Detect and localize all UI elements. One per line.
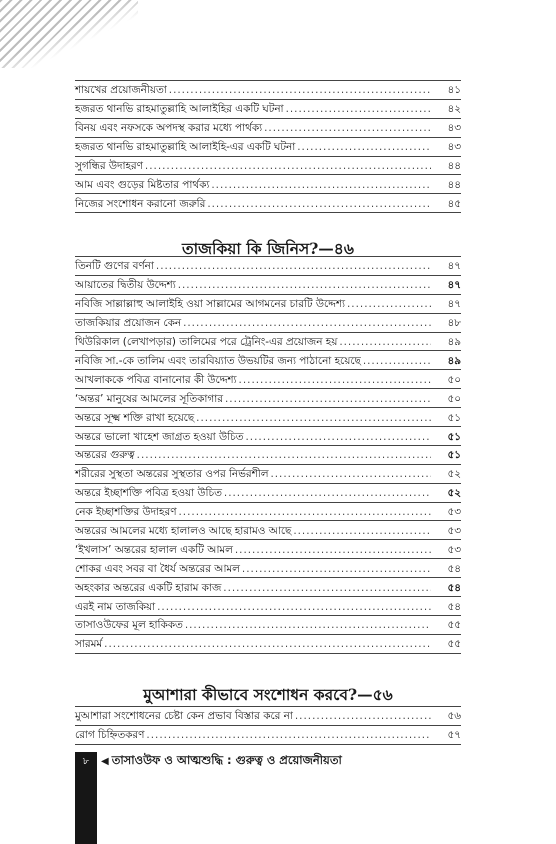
toc-entry-title: আখলাককে পবিত্র বানানোর কী উদ্দেশ্য <box>75 373 237 386</box>
toc-entry-page: ৫১ <box>447 430 461 443</box>
toc-entry <box>75 540 461 559</box>
dot-leader <box>242 564 431 577</box>
toc-entry-page: ৪৩ <box>447 122 461 135</box>
toc-entry-page: ৪২ <box>447 103 461 116</box>
dot-leader <box>339 337 431 350</box>
toc-entry-page: ৪৪ <box>447 178 461 191</box>
toc-entry-title: হজরত থানভি রাহমাতুল্লাহি আলাইহির একটি ঘটনা <box>75 103 284 116</box>
toc-entry <box>75 81 461 100</box>
toc-entry <box>75 726 461 745</box>
toc-entry-page: ৫৬ <box>447 710 461 723</box>
toc-entry-title: নবিজি সা.-কে তালিম এবং তারবিয়্যাত উভয়টির জন্য পাঠানো হয়েছে <box>75 354 361 367</box>
toc-entry <box>75 119 461 138</box>
toc-entry-title: ‘অন্তর’ মানুষের আমলের সূতিকাগার <box>75 392 223 405</box>
dot-leader <box>169 85 431 98</box>
toc-entry-title: অন্তরে ভালো খাহেশ জাগ্রত হওয়া উচিত <box>75 430 244 443</box>
toc-entry-page: ৫৩ <box>447 524 461 537</box>
toc-entry-title: তিনটি গুণের বর্ণনা <box>75 260 154 273</box>
dot-leader <box>297 142 431 155</box>
toc-entry-title: শরীরের সুস্থতা অন্তরের সুস্থতার ওপর নির্ভরশীল <box>75 468 269 481</box>
section-heading-tazkiya: তাজকিয়া কি জিনিস?—৪৬ <box>182 239 354 258</box>
toc-entry <box>75 276 461 295</box>
toc-entry-title: বিনয় এবং নফসকে অপদস্থ করার মধ্যে পার্থক্য <box>75 122 263 135</box>
toc-entry-page: ৪৪ <box>447 160 461 173</box>
toc-entry <box>75 333 461 352</box>
toc-entry-title: এরই নাম তাজকিয়া <box>75 600 156 613</box>
toc-entry <box>75 503 461 522</box>
dot-leader <box>223 583 431 596</box>
toc-entry-page: ৪৯ <box>447 336 461 349</box>
toc-entry <box>75 295 461 314</box>
toc-entry-title: আয়াতের দ্বিতীয় উদ্দেশ্য <box>75 279 176 292</box>
running-footer <box>101 752 342 771</box>
dot-leader <box>196 413 431 426</box>
toc-entry-page: ৫৫ <box>447 619 461 632</box>
toc-entry <box>75 484 461 503</box>
toc-entry-page: ৪৩ <box>447 141 461 154</box>
toc-entry-title: হজরত থানভি রাহমাতুল্লাহি আলাইহি-এর একটি ঘটনা <box>75 141 296 154</box>
toc-entry-page: ৫২ <box>447 487 461 500</box>
toc-entry <box>75 465 461 484</box>
toc-entry <box>75 578 461 597</box>
toc-entry-page: ৫৩ <box>447 543 461 556</box>
dot-leader <box>145 161 431 174</box>
toc-entry-page: ৫৪ <box>447 600 461 613</box>
dot-leader <box>185 620 431 633</box>
toc-entry-title: আম এবং গুড়ের মিষ্টতার পার্থক্য <box>75 178 210 191</box>
dot-leader <box>225 394 431 407</box>
toc-entry-page: ৫৭ <box>447 729 461 742</box>
section-heading-muashara: মুআশারা কীভাবে সংশোধন করবে?—৫৬ <box>143 685 393 704</box>
dot-leader <box>207 199 431 212</box>
dot-leader <box>245 432 431 445</box>
toc-entry-title: রোগ চিহ্নিতকরণ <box>75 729 145 742</box>
toc-list-top <box>75 80 461 213</box>
toc-entry-page: ৫৩ <box>447 506 461 519</box>
dot-leader <box>264 123 431 136</box>
toc-entry-title: অহংকার অন্তরের একটি হারাম কাজ <box>75 581 222 594</box>
toc-entry-title: সুগন্ধির উদাহরণ <box>75 160 143 173</box>
toc-entry <box>75 446 461 465</box>
toc-entry <box>75 597 461 616</box>
toc-entry-page: ৫৪ <box>447 562 461 575</box>
dot-leader <box>235 545 431 558</box>
dot-leader <box>224 488 431 501</box>
toc-entry-page: ৪৭ <box>447 298 461 311</box>
toc-entry-page: ৫১ <box>447 449 461 462</box>
toc-entry <box>75 351 461 370</box>
toc-entry-title: অন্তরে সূক্ষ্ম শক্তি রাখা হয়েছে <box>75 411 195 424</box>
toc-entry-page: ৫৫ <box>447 638 461 651</box>
dot-leader <box>179 507 432 520</box>
toc-entry-title: সারমর্ম <box>75 638 103 651</box>
toc-entry-page: ৪৮ <box>447 317 461 330</box>
toc-entry <box>75 314 461 333</box>
dot-leader <box>137 450 431 463</box>
toc-entry-title: অন্তরের গুরুত্ব <box>75 449 135 462</box>
toc-entry <box>75 389 461 408</box>
toc-entry <box>75 257 461 276</box>
dot-leader <box>363 356 431 369</box>
dot-leader <box>211 180 431 193</box>
toc-entry-page: ৫০ <box>447 392 461 405</box>
toc-entry <box>75 408 461 427</box>
toc-entry <box>75 707 461 726</box>
toc-entry-page: ৪৯ <box>447 354 461 367</box>
toc-entry-page: ৪১ <box>447 84 461 97</box>
toc-entry-title: নিজের সংশোধন করানো জরুরি <box>75 197 206 210</box>
dot-leader <box>157 602 431 615</box>
page-number: ৮ <box>82 756 90 767</box>
toc-entry-title: শোকর এবং সবর বা ধৈর্য অন্তরের আমল <box>75 562 240 575</box>
toc-entry-title: ‘ইখলাস’ অন্তরের হালাল একটি আমল <box>75 543 233 556</box>
dot-leader <box>183 318 431 331</box>
toc-list-tazkiya <box>75 256 461 654</box>
dot-leader <box>295 711 431 724</box>
toc-entry <box>75 559 461 578</box>
dot-leader <box>239 375 431 388</box>
toc-entry-page: ৫০ <box>447 373 461 386</box>
toc-entry <box>75 521 461 540</box>
toc-list-muashara <box>75 706 461 745</box>
toc-entry-title: তাসাওউফের মূল হাকিকত <box>75 619 183 632</box>
toc-entry-title: মুআশারা সংশোধনের চেষ্টা কেন প্রভাব বিস্তার করে না <box>75 710 293 723</box>
dot-leader <box>156 261 431 274</box>
toc-entry <box>75 100 461 119</box>
toc-entry-title: তাজকিয়ার প্রয়োজন কেন <box>75 317 182 330</box>
toc-entry <box>75 616 461 635</box>
toc-entry-title: নেক ইচ্ছাশক্তির উদাহরণ <box>75 506 177 519</box>
arrow-left-icon: ◀ <box>101 756 109 767</box>
dot-leader <box>146 730 431 743</box>
dot-leader <box>270 469 431 482</box>
toc-entry-title: থিউরিকাল (লেখাপড়ার) তালিমের পরে ট্রেনিং-এর প্রয়োজন হয় <box>75 336 338 349</box>
toc-entry-page: ৫১ <box>447 411 461 424</box>
toc-entry-page: ৫২ <box>447 468 461 481</box>
toc-entry-title: শায়খের প্রয়োজনীয়তা <box>75 84 167 97</box>
toc-entry-page: ৪৭ <box>447 279 461 292</box>
dot-leader <box>104 639 431 652</box>
toc-entry <box>75 175 461 194</box>
toc-entry-page: ৫৪ <box>447 581 461 594</box>
dot-leader <box>293 526 431 539</box>
toc-entry-title: নবিজি সাল্লাল্লাহু আলাইহি ওয়া সাল্লামের আগমনের চারটি উদ্দেশ্য <box>75 298 345 311</box>
dot-leader <box>347 299 431 312</box>
toc-entry <box>75 157 461 176</box>
toc-entry-page: ৪৫ <box>447 197 461 210</box>
toc-entry <box>75 370 461 389</box>
toc-entry <box>75 635 461 654</box>
dot-leader <box>286 104 431 117</box>
toc-entry <box>75 427 461 446</box>
dot-leader <box>178 280 431 293</box>
toc-entry-title: অন্তরে ইচ্ছাশক্তি পবিত্র হওয়া উচিত <box>75 487 222 500</box>
toc-entry-page: ৪৭ <box>447 260 461 273</box>
decorative-stripes <box>0 0 138 68</box>
toc-entry-title: অন্তরের আমলের মধ্যে হালালও আছে হারামও আছে <box>75 524 292 537</box>
toc-entry <box>75 194 461 213</box>
book-title: তাসাওউফ ও আত্মশুদ্ধি : গুরুত্ব ও প্রয়োজনীয়তা <box>111 753 342 767</box>
toc-entry <box>75 138 461 157</box>
